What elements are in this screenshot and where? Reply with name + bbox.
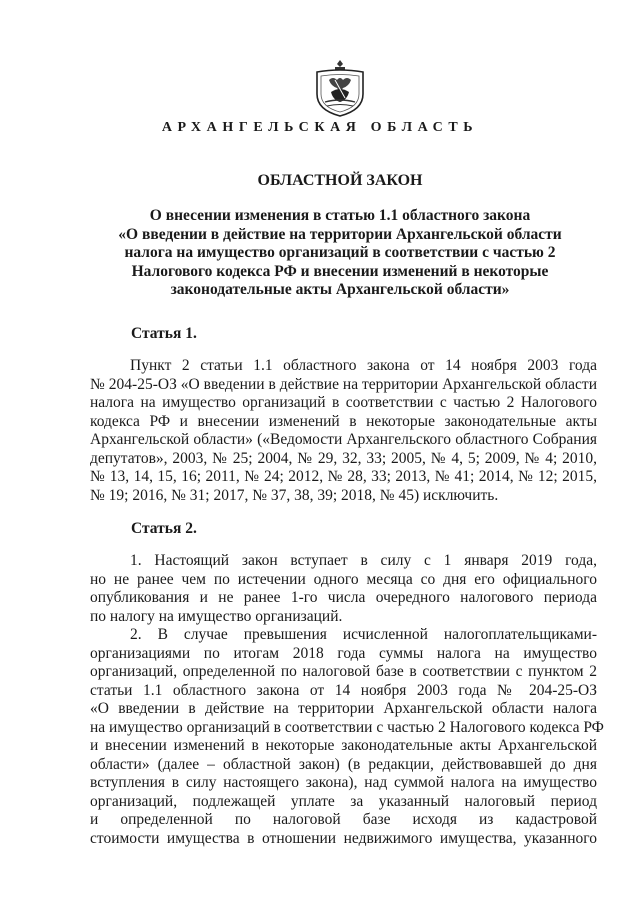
text-line: и внесении изменений в некоторые законодательные акты Архангельской [90,737,597,754]
text-line: «О введении в действие на территории Архангельской области налога [90,700,597,717]
text-line: 2. В случае превышения исчисленной налогоплательщиками- [130,626,597,643]
text-line: но не ранее чем по истечении одного месяца со дня его официального [90,570,597,588]
law-title-line: О внесении изменения в статью 1.1 областного закона [149,207,531,224]
law-title [80,207,600,300]
text-line: статьи 1.1 областного закона от 14 ноября 2003 года № 204-25-ОЗ [90,681,597,699]
text-line: Архангельской области» («Ведомости Архангельского областного Собрания [90,431,597,448]
text-line: налога на имущество организаций в соответствии с частью 2 Налогового [90,394,597,411]
text-line: 1. Настоящий закон вступает в силу с 1 января 2019 года, [130,552,597,569]
text-line: организациями по итогам 2018 года суммы налога на имущество [90,644,597,662]
region-name: АРХАНГЕЛЬСКАЯ ОБЛАСТЬ [161,120,479,135]
text-line: депутатов», 2003, № 25; 2004, № 29, 32, 33; 2005, № 4, 5; 2009, № 4; 2010, [90,449,597,467]
article-2-heading: Статья 2. [131,520,197,537]
document-type: ОБЛАСТНОЙ ЗАКОН [257,172,423,189]
text-line: организаций, определенной по налоговой базе в соответствии с пунктом 2 [90,663,597,680]
article-2-paragraph-1 [90,552,597,626]
text-line: кодекса РФ и внесении изменений в некоторые законодательные акты [90,412,597,430]
text-line: № 19; 2016, № 31; 2017, № 37, 38, 39; 2018, № 45) исключить. [90,486,499,504]
text-line: стоимости имущества в отношении недвижимого имущества, указанного [90,829,597,847]
law-title-line: Налогового кодекса РФ и внесении изменений в некоторые [131,262,549,280]
article-1-heading: Статья 1. [131,325,197,342]
text-line: № 204-25-ОЗ «О введении в действие на территории Архангельской области [90,375,597,393]
text-line: и определенной по налоговой базе исходя из кадастровой [90,811,597,828]
article-2-paragraph-2 [90,626,604,848]
law-title-line: налога на имущество организаций в соответствии с частью 2 [124,244,556,262]
text-line: по налогу на имущество организаций. [90,607,343,625]
text-line: области» (далее – областной закон) (в редакции, действовавшей до дня [90,755,597,773]
law-title-line: законодательные акты Архангельской области» [170,281,510,299]
coat-of-arms-icon [313,58,367,118]
text-line: вступления в силу настоящего закона), над суммой налога на имущество [90,774,597,791]
text-line: организаций, подлежащей уплате за указанный налоговый период [90,792,597,810]
text-line: опубликования и не ранее 1-го числа очередного налогового периода [90,589,597,606]
article-1-text [90,357,597,505]
law-title-line: «О введении в действие на территории Архангельской области [118,225,562,243]
text-line: № 13, 14, 15, 16; 2011, № 24; 2012, № 28, 33; 2013, № 41; 2014, № 12; 2015, [90,468,597,485]
text-line: на имущество организаций в соответствии с частью 2 Налогового кодекса РФ [90,718,604,736]
text-line: Пункт 2 статьи 1.1 областного закона от 14 ноября 2003 года [130,357,597,374]
